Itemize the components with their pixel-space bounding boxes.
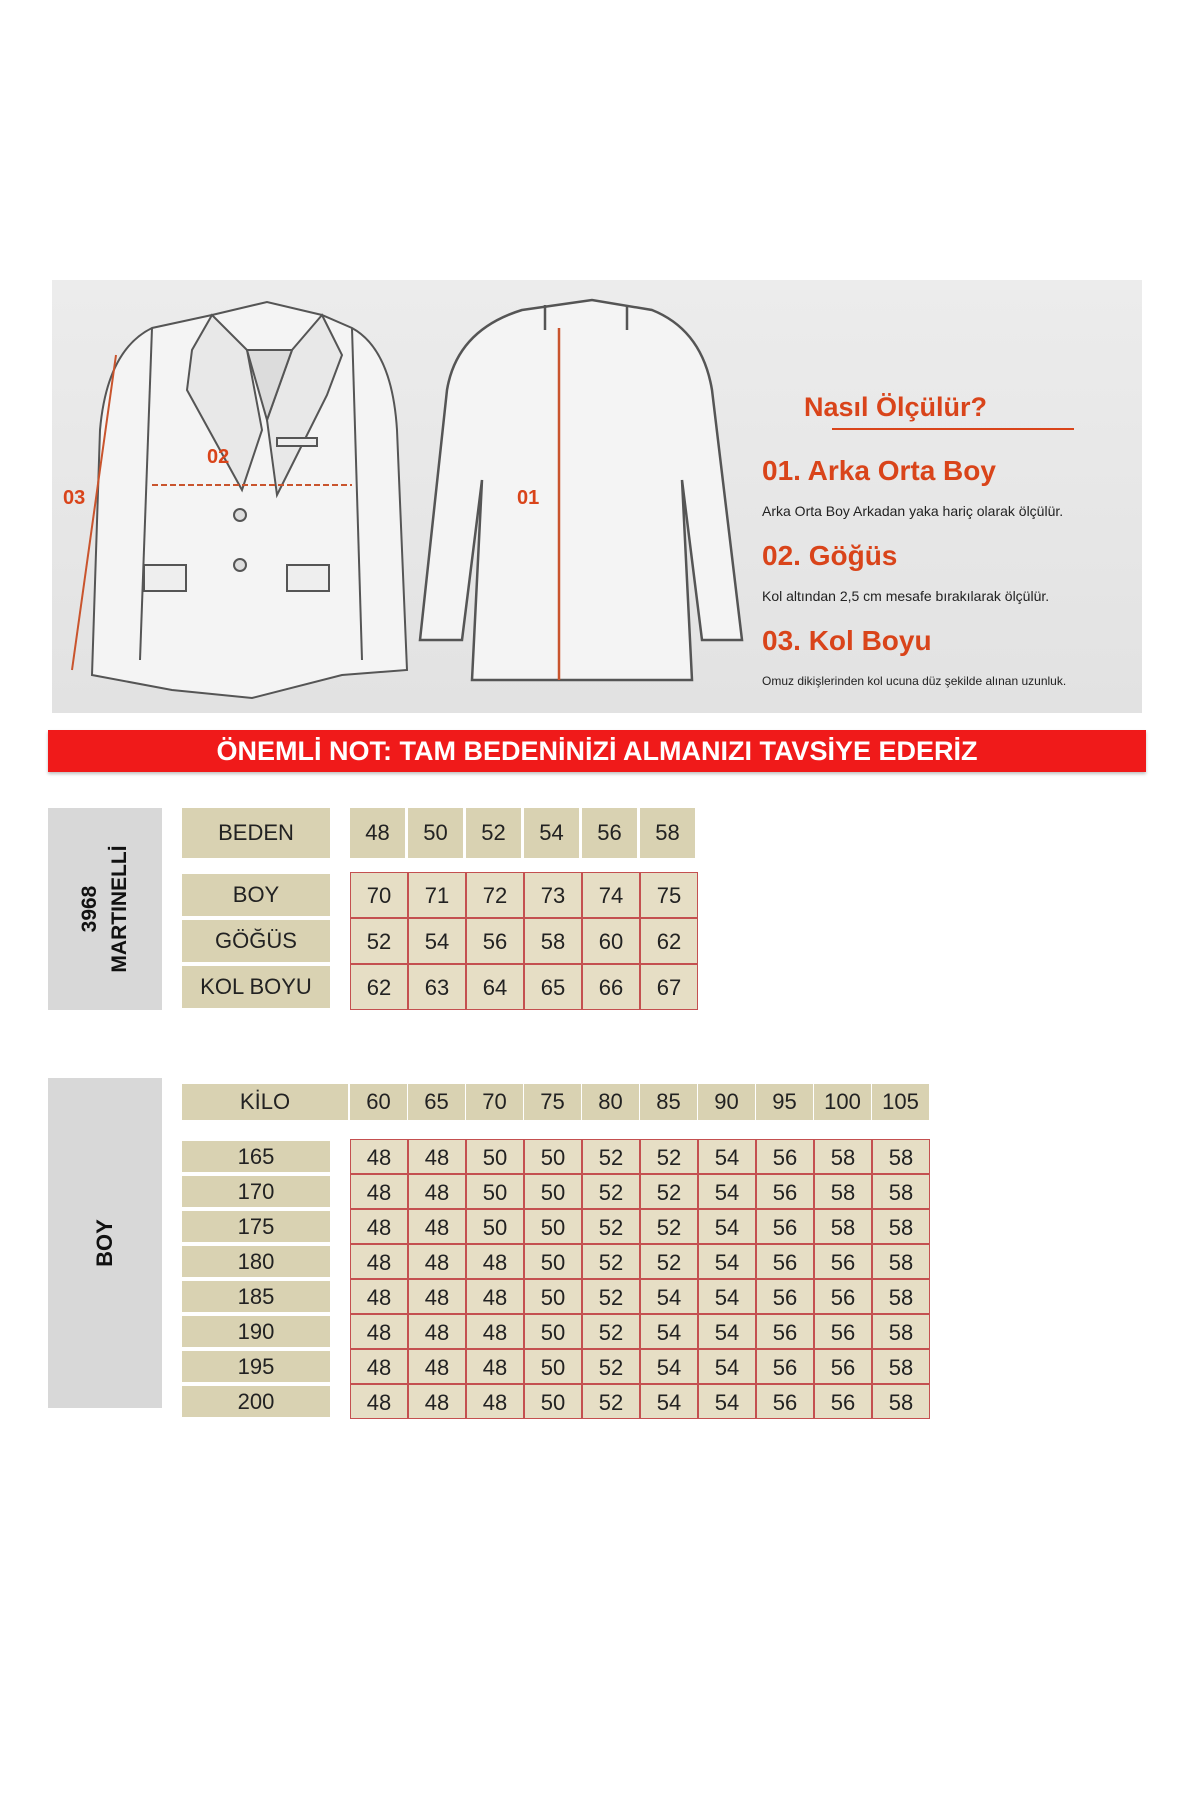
model-code: 3968 (78, 885, 101, 933)
measurement-cell: 66 (582, 964, 640, 1010)
size-cell: 50 (524, 1174, 582, 1209)
size-cell: 56 (814, 1279, 872, 1314)
weight-header-cell: 80 (582, 1084, 640, 1120)
size-cell: 48 (408, 1209, 466, 1244)
height-row-label: 190 (182, 1316, 330, 1347)
size-cell: 48 (408, 1384, 466, 1419)
size-cell: 54 (640, 1279, 698, 1314)
size-header-cell: 48 (350, 808, 406, 858)
measurement-cell: 52 (350, 918, 408, 964)
size-cell: 48 (350, 1139, 408, 1174)
chest-mark-label: 02 (207, 446, 230, 468)
size-cell: 50 (524, 1139, 582, 1174)
size-cell: 52 (582, 1209, 640, 1244)
size-cell: 54 (640, 1384, 698, 1419)
size-cell: 58 (872, 1349, 930, 1384)
size-cell: 52 (640, 1139, 698, 1174)
height-row-label: 175 (182, 1211, 330, 1242)
measurement-cell: 67 (640, 964, 698, 1010)
height-axis-label: BOY (92, 1219, 117, 1267)
size-cell: 58 (872, 1139, 930, 1174)
size-header-cell: 50 (408, 808, 464, 858)
size-cell: 56 (756, 1279, 814, 1314)
size-cell: 56 (756, 1349, 814, 1384)
size-cell: 52 (582, 1384, 640, 1419)
measurement-guide-panel (52, 280, 1142, 713)
size-cell: 48 (350, 1349, 408, 1384)
size-cell: 54 (698, 1314, 756, 1349)
size-cell: 50 (466, 1174, 524, 1209)
size-header-cell: 52 (466, 808, 522, 858)
height-row-label: 185 (182, 1281, 330, 1312)
title-underline (832, 428, 1074, 430)
size-cell: 48 (466, 1244, 524, 1279)
weight-header-cell: 105 (872, 1084, 930, 1120)
size-cell: 58 (872, 1384, 930, 1419)
brand-name: MARTINELLİ (108, 845, 131, 973)
size-cell: 58 (814, 1174, 872, 1209)
size-cell: 52 (582, 1244, 640, 1279)
size-cell: 50 (524, 1314, 582, 1349)
size-cell: 54 (698, 1384, 756, 1419)
size-cell: 54 (698, 1139, 756, 1174)
step-3-title: 03. Kol Boyu (762, 625, 932, 656)
size-cell: 48 (466, 1279, 524, 1314)
measurement-cell: 58 (524, 918, 582, 964)
size-cell: 48 (466, 1349, 524, 1384)
back-length-mark-label: 01 (517, 487, 540, 509)
measurement-row-label: KOL BOYU (182, 966, 330, 1008)
size-cell: 50 (466, 1139, 524, 1174)
back-jacket-drawing (420, 300, 742, 680)
important-note-banner: ÖNEMLİ NOT: TAM BEDENİNİZİ ALMANIZI TAVSİYE EDERİZ (48, 730, 1146, 772)
size-cell: 52 (582, 1349, 640, 1384)
size-cell: 54 (698, 1279, 756, 1314)
measurement-cell: 54 (408, 918, 466, 964)
size-cell: 52 (582, 1139, 640, 1174)
height-row-label: 170 (182, 1176, 330, 1207)
weight-header-cell: 75 (524, 1084, 582, 1120)
size-cell: 58 (872, 1209, 930, 1244)
size-cell: 58 (872, 1279, 930, 1314)
size-cell: 52 (640, 1174, 698, 1209)
size-cell: 52 (582, 1314, 640, 1349)
weight-header-cell: 95 (756, 1084, 814, 1120)
size-cell: 48 (350, 1209, 408, 1244)
height-row-label: 180 (182, 1246, 330, 1277)
size-cell: 48 (350, 1279, 408, 1314)
size-cell: 56 (814, 1314, 872, 1349)
size-cell: 48 (408, 1139, 466, 1174)
measurement-cell: 64 (466, 964, 524, 1010)
height-row-label: 165 (182, 1141, 330, 1172)
measurement-cell: 56 (466, 918, 524, 964)
sleeve-mark-label: 03 (63, 487, 86, 509)
size-cell: 48 (408, 1314, 466, 1349)
size-cell: 58 (872, 1174, 930, 1209)
weight-header-cell: 60 (350, 1084, 408, 1120)
size-cell: 50 (524, 1279, 582, 1314)
jacket-illustrations (52, 280, 1142, 713)
step-3-description: Omuz dikişlerinden kol ucuna düz şekilde alınan uzunluk. (762, 674, 1067, 688)
measurement-cell: 73 (524, 872, 582, 918)
measurement-cell: 70 (350, 872, 408, 918)
size-header-cell: 56 (582, 808, 638, 858)
front-jacket-drawing (92, 302, 407, 698)
size-cell: 52 (582, 1174, 640, 1209)
size-cell: 58 (872, 1314, 930, 1349)
size-header-cell: 54 (524, 808, 580, 858)
step-1-description: Arka Orta Boy Arkadan yaka hariç olarak ölçülür. (762, 503, 1064, 519)
size-cell: 56 (756, 1209, 814, 1244)
size-cell: 52 (582, 1279, 640, 1314)
size-cell: 50 (524, 1244, 582, 1279)
weight-header-cell: 90 (698, 1084, 756, 1120)
step-2-title: 02. Göğüs (762, 540, 898, 571)
measurement-cell: 74 (582, 872, 640, 918)
size-cell: 56 (756, 1139, 814, 1174)
size-cell: 56 (756, 1314, 814, 1349)
size-cell: 50 (466, 1209, 524, 1244)
measurement-cell: 71 (408, 872, 466, 918)
table1-side-label (48, 808, 162, 1010)
size-cell: 56 (756, 1384, 814, 1419)
measurement-cell: 63 (408, 964, 466, 1010)
measurement-cell: 60 (582, 918, 640, 964)
height-row-label: 195 (182, 1351, 330, 1382)
weight-header-cell: 65 (408, 1084, 466, 1120)
measurement-cell: 72 (466, 872, 524, 918)
size-cell: 48 (408, 1174, 466, 1209)
weight-header-cell: 100 (814, 1084, 872, 1120)
size-header-cell: 58 (640, 808, 696, 858)
size-cell: 48 (408, 1279, 466, 1314)
size-cell: 50 (524, 1349, 582, 1384)
size-cell: 54 (640, 1314, 698, 1349)
size-cell: 54 (698, 1244, 756, 1279)
measurement-cell: 62 (350, 964, 408, 1010)
size-cell: 58 (872, 1244, 930, 1279)
table2-side-label (48, 1078, 162, 1408)
size-cell: 50 (524, 1209, 582, 1244)
how-to-measure-title: Nasıl Ölçülür? (804, 392, 988, 422)
weight-header-cell: 70 (466, 1084, 524, 1120)
measurement-row-label: BOY (182, 874, 330, 916)
height-row-label: 200 (182, 1386, 330, 1417)
size-cell: 54 (698, 1209, 756, 1244)
size-cell: 58 (814, 1139, 872, 1174)
measurement-cell: 65 (524, 964, 582, 1010)
size-cell: 54 (640, 1349, 698, 1384)
size-cell: 54 (698, 1174, 756, 1209)
size-cell: 48 (408, 1244, 466, 1279)
size-cell: 58 (814, 1209, 872, 1244)
size-cell: 56 (814, 1384, 872, 1419)
beden-header-label: BEDEN (182, 808, 330, 858)
size-cell: 48 (350, 1314, 408, 1349)
size-cell: 48 (350, 1384, 408, 1419)
kilo-header-label: KİLO (182, 1084, 348, 1120)
size-cell: 52 (640, 1209, 698, 1244)
size-cell: 52 (640, 1244, 698, 1279)
measurement-row-label: GÖĞÜS (182, 920, 330, 962)
size-cell: 48 (408, 1349, 466, 1384)
measurement-cell: 75 (640, 872, 698, 918)
size-cell: 48 (350, 1244, 408, 1279)
measurement-cell: 62 (640, 918, 698, 964)
size-cell: 50 (524, 1384, 582, 1419)
size-cell: 56 (814, 1349, 872, 1384)
size-cell: 48 (466, 1314, 524, 1349)
size-cell: 56 (814, 1244, 872, 1279)
size-cell: 48 (350, 1174, 408, 1209)
step-1-title: 01. Arka Orta Boy (762, 455, 996, 486)
step-2-description: Kol altından 2,5 cm mesafe bırakılarak ölçülür. (762, 588, 1050, 604)
size-cell: 54 (698, 1349, 756, 1384)
size-cell: 56 (756, 1174, 814, 1209)
size-cell: 48 (466, 1384, 524, 1419)
weight-header-cell: 85 (640, 1084, 698, 1120)
size-cell: 56 (756, 1244, 814, 1279)
